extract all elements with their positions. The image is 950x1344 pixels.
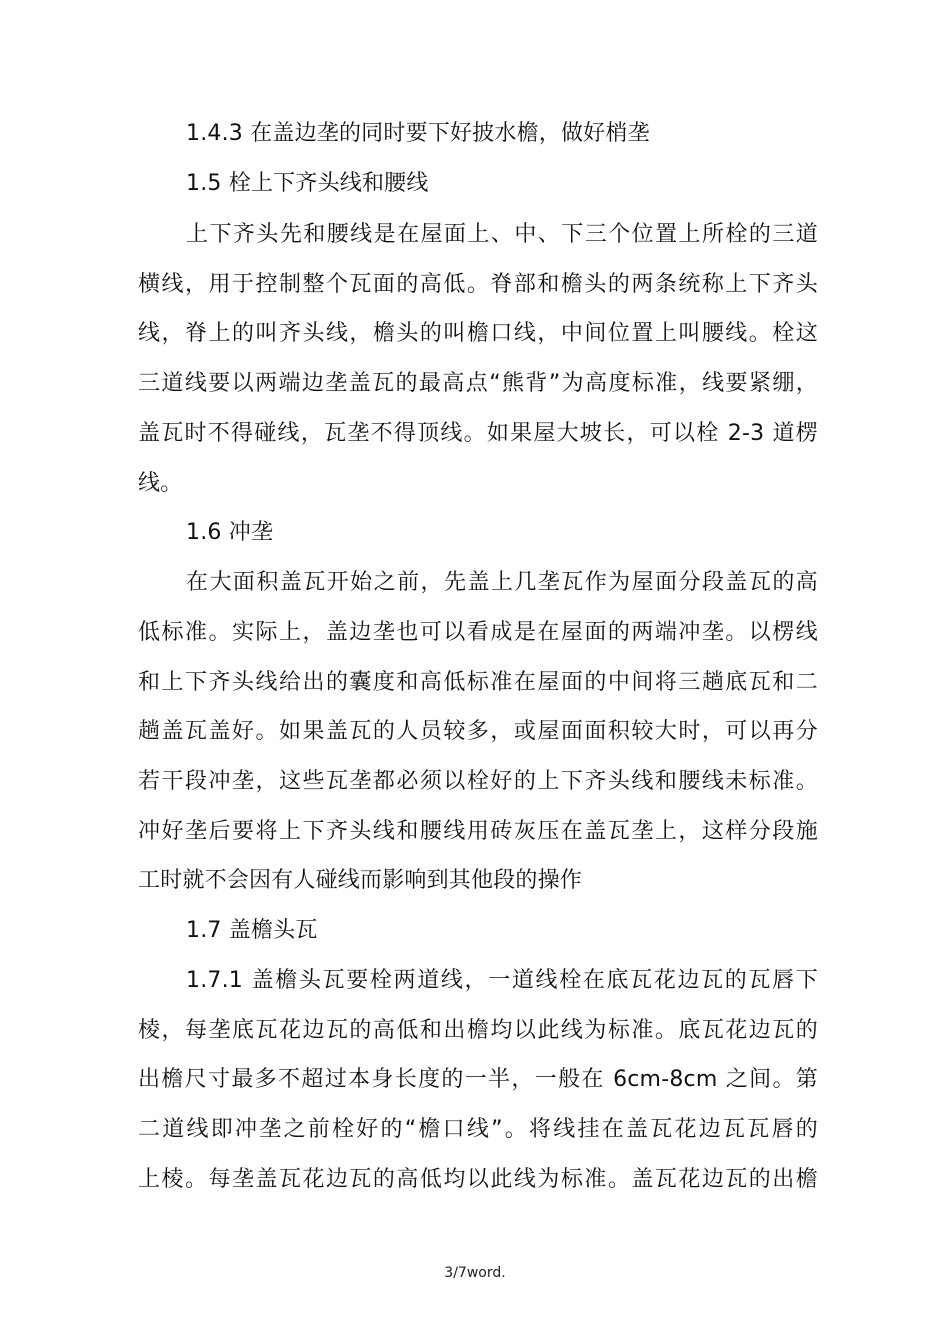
heading-1-7: 1.7 盖檐头瓦 <box>186 918 318 943</box>
paragraph-line: 上棱。每垄盖瓦花边瓦的高低均以此线为标准。盖瓦花边瓦的出檐 <box>138 1167 818 1192</box>
paragraph-line: 趟盖瓦盖好。如果盖瓦的人员较多，或屋面面积较大时，可以再分 <box>138 719 818 744</box>
paragraph-line: 二道线即冲垄之前栓好的“檐口线”。将线挂在盖瓦花边瓦瓦唇的 <box>138 1117 818 1142</box>
paragraph-line: 线。 <box>138 471 183 496</box>
paragraph-line: 1.7.1 盖檐头瓦要栓两道线，一道线栓在底瓦花边瓦的瓦唇下 <box>186 968 818 993</box>
heading-1-4-3: 1.4.3 在盖边垄的同时要下好披水檐，做好梢垄 <box>186 121 650 146</box>
paragraph-line: 若干段冲垄，这些瓦垄都必须以栓好的上下齐头线和腰线未标准。 <box>138 769 818 794</box>
paragraph-line: 线，脊上的叫齐头线，檐头的叫檐口线，中间位置上叫腰线。栓这 <box>138 321 818 346</box>
paragraph-line: 在大面积盖瓦开始之前，先盖上几垄瓦作为屋面分段盖瓦的高 <box>186 570 818 595</box>
paragraph-line: 三道线要以两端边垄盖瓦的最高点“熊背”为高度标准，线要紧绷， <box>138 371 818 396</box>
paragraph-line: 低标准。实际上，盖边垄也可以看成是在屋面的两端冲垄。以楞线 <box>138 620 818 645</box>
heading-1-5: 1.5 栓上下齐头线和腰线 <box>186 171 429 196</box>
page-footer: 3/7word. <box>444 1265 506 1281</box>
paragraph-line: 冲好垄后要将上下齐头线和腰线用砖灰压在盖瓦垄上，这样分段施 <box>138 819 818 844</box>
paragraph-line: 工时就不会因有人碰线而影响到其他段的操作 <box>138 868 583 893</box>
paragraph-line: 和上下齐头线给出的囊度和高低标准在屋面的中间将三趟底瓦和二 <box>138 670 818 695</box>
paragraph-line: 出檐尺寸最多不超过本身长度的一半，一般在 6cm-8cm 之间。第 <box>138 1067 818 1092</box>
paragraph-line: 横线，用于控制整个瓦面的高低。脊部和檐头的两条统称上下齐头 <box>138 272 818 297</box>
paragraph-line: 棱，每垄底瓦花边瓦的高低和出檐均以此线为标准。底瓦花边瓦的 <box>138 1018 818 1043</box>
paragraph-line: 上下齐头先和腰线是在屋面上、中、下三个位置上所栓的三道 <box>186 222 818 247</box>
paragraph-line: 盖瓦时不得碰线，瓦垄不得顶线。如果屋大坡长，可以栓 2-3 道楞 <box>138 421 818 446</box>
heading-1-6: 1.6 冲垄 <box>186 520 274 545</box>
